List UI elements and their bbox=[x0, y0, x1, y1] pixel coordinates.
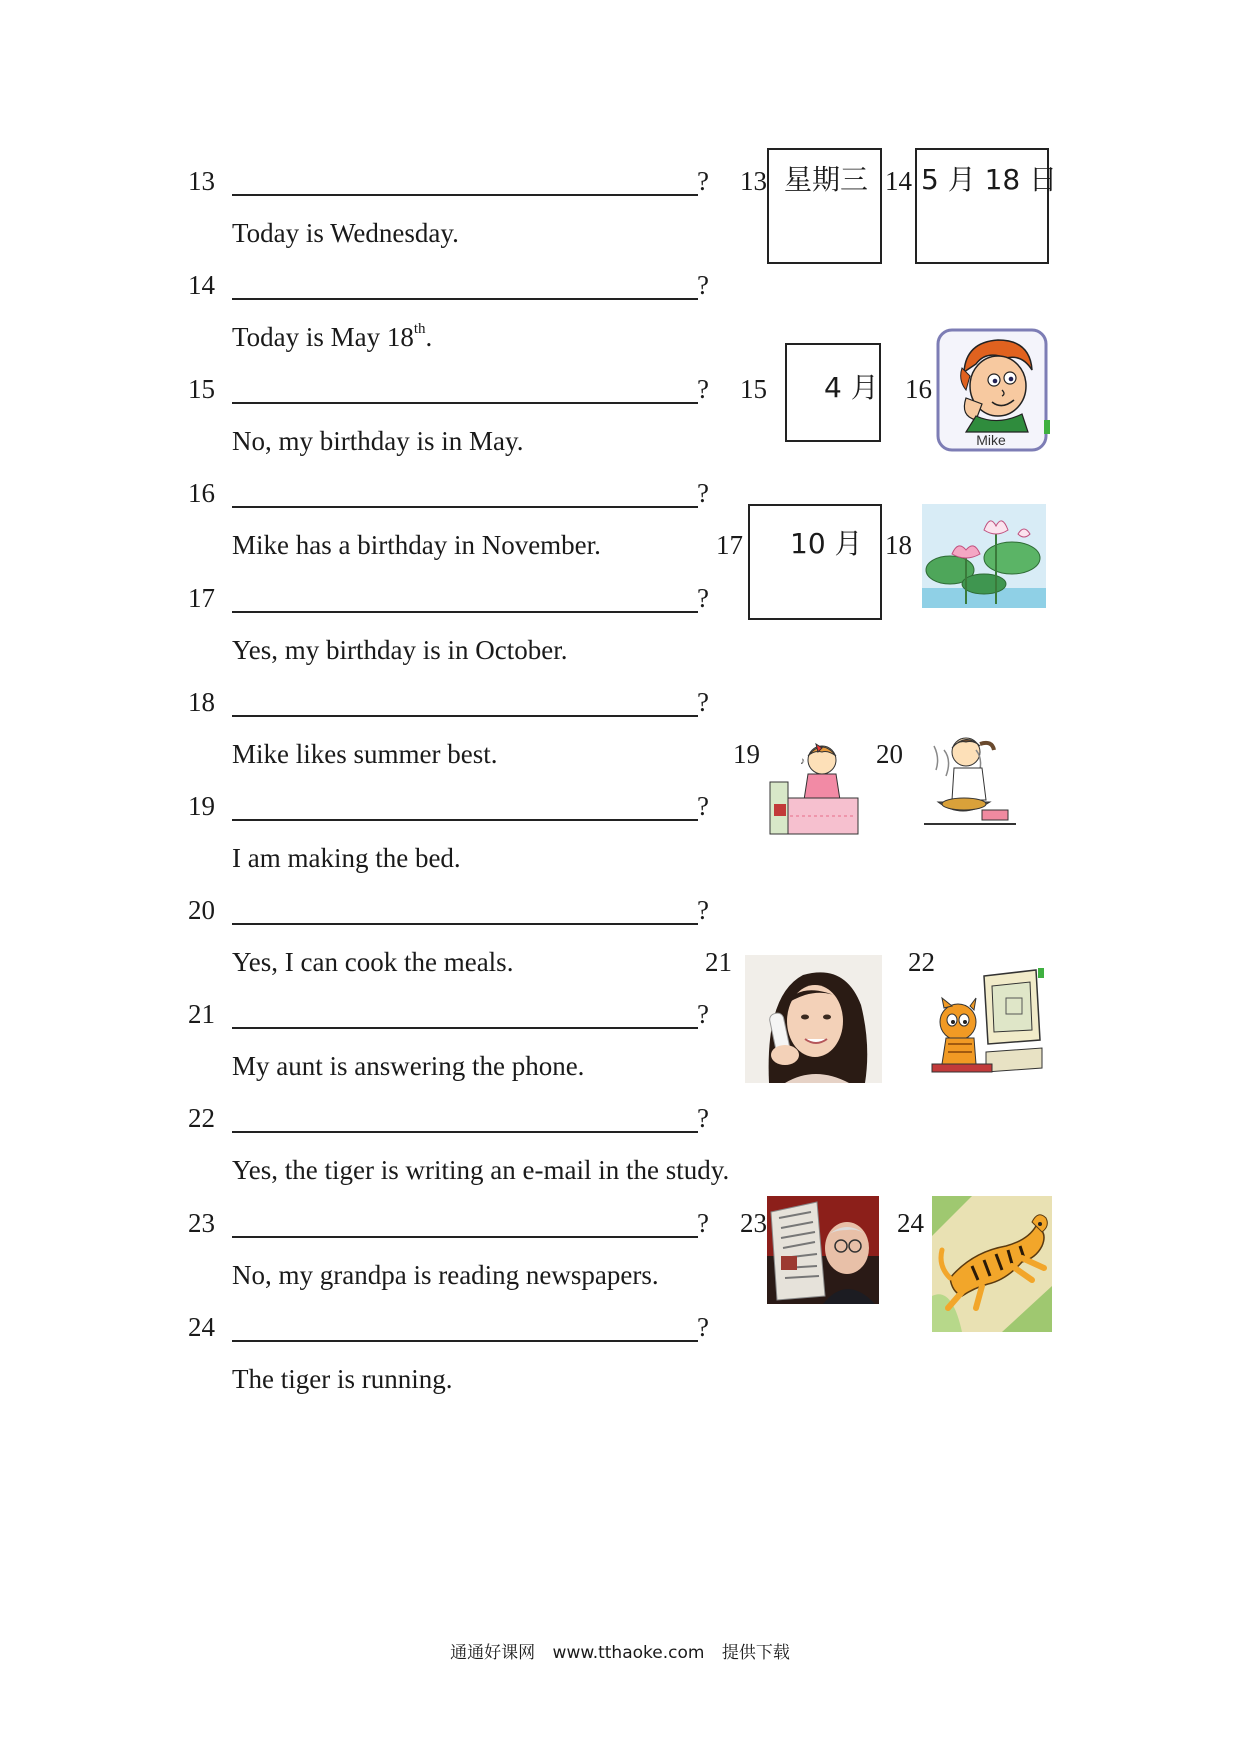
cooking-icon bbox=[916, 730, 1022, 842]
weekday-text: 星期三 bbox=[784, 163, 869, 196]
question-number: 15 bbox=[188, 374, 215, 404]
mike-label: Mike bbox=[976, 432, 1006, 448]
question-mark: ? bbox=[697, 166, 709, 196]
answer-blank-19[interactable] bbox=[232, 819, 698, 821]
footer-site-name: 通通好课网 bbox=[450, 1643, 536, 1663]
picture-number-18: 18 bbox=[885, 530, 912, 560]
footer bbox=[0, 1638, 1240, 1663]
woman-phone-photo bbox=[745, 955, 882, 1083]
answer-blank-14[interactable] bbox=[232, 298, 698, 300]
answer-blank-21[interactable] bbox=[232, 1027, 698, 1029]
question-mark: ? bbox=[697, 1103, 709, 1133]
question-mark: ? bbox=[697, 791, 709, 821]
footer-url[interactable]: www.tthaoke.com bbox=[552, 1643, 705, 1663]
answer-text-13: Today is Wednesday. bbox=[232, 218, 459, 248]
picture-number-20: 20 bbox=[876, 739, 903, 769]
answer-blank-13[interactable] bbox=[232, 194, 698, 196]
answer-text-18: Mike likes summer best. bbox=[232, 739, 498, 769]
answer-text-15: No, my birthday is in May. bbox=[232, 426, 524, 456]
answer-blank-16[interactable] bbox=[232, 506, 698, 508]
woman-answering-phone-icon bbox=[745, 955, 882, 1083]
question-number: 23 bbox=[188, 1208, 215, 1238]
picture-number-22: 22 bbox=[908, 947, 935, 977]
cat-computer-picture bbox=[930, 968, 1044, 1074]
question-number: 19 bbox=[188, 791, 215, 821]
answer-blank-24[interactable] bbox=[232, 1340, 698, 1342]
month-text-october: 10 月 bbox=[790, 527, 863, 560]
answer-text-23: No, my grandpa is reading newspapers. bbox=[232, 1260, 659, 1290]
question-number: 21 bbox=[188, 999, 215, 1029]
answer-text-21: My aunt is answering the phone. bbox=[232, 1051, 585, 1081]
question-number: 16 bbox=[188, 478, 215, 508]
picture-number-21: 21 bbox=[705, 947, 732, 977]
answer-text-24: The tiger is running. bbox=[232, 1364, 453, 1394]
question-number: 13 bbox=[188, 166, 215, 196]
answer-blank-15[interactable] bbox=[232, 402, 698, 404]
answer-blank-17[interactable] bbox=[232, 611, 698, 613]
question-mark: ? bbox=[697, 270, 709, 300]
grandpa-newspaper-photo bbox=[767, 1196, 879, 1304]
lotus-flower-icon bbox=[922, 504, 1046, 608]
girl-making-bed-picture bbox=[764, 738, 872, 846]
question-number: 17 bbox=[188, 583, 215, 613]
calendar-box-october bbox=[748, 504, 882, 620]
svg-text:♪: ♪ bbox=[800, 756, 805, 767]
making-bed-icon bbox=[764, 738, 872, 846]
picture-number-14: 14 bbox=[885, 166, 912, 196]
question-mark: ? bbox=[697, 999, 709, 1029]
picture-number-16: 16 bbox=[905, 374, 932, 404]
picture-number-24: 24 bbox=[897, 1208, 924, 1238]
answer-text-20: Yes, I can cook the meals. bbox=[232, 947, 514, 977]
picture-number-13: 13 bbox=[740, 166, 767, 196]
question-number: 14 bbox=[188, 270, 215, 300]
question-mark: ? bbox=[697, 1208, 709, 1238]
answer-blank-22[interactable] bbox=[232, 1131, 698, 1133]
answer-text-14: Today is May 18th. bbox=[232, 321, 433, 352]
answer-blank-20[interactable] bbox=[232, 923, 698, 925]
month-text-april: 4 月 bbox=[824, 371, 879, 404]
question-number: 18 bbox=[188, 687, 215, 717]
question-mark: ? bbox=[697, 478, 709, 508]
footer-suffix: 提供下载 bbox=[721, 1643, 790, 1663]
answer-text-19: I am making the bed. bbox=[232, 843, 461, 873]
question-mark: ? bbox=[697, 374, 709, 404]
answer-text-17: Yes, my birthday is in October. bbox=[232, 635, 568, 665]
question-number: 24 bbox=[188, 1312, 215, 1342]
question-mark: ? bbox=[697, 687, 709, 717]
tiger-icon bbox=[932, 1196, 1052, 1332]
picture-number-15: 15 bbox=[740, 374, 767, 404]
question-mark: ? bbox=[697, 583, 709, 613]
picture-number-19: 19 bbox=[733, 739, 760, 769]
answer-text-22: Yes, the tiger is writing an e-mail in the study. bbox=[232, 1155, 730, 1185]
question-number: 22 bbox=[188, 1103, 215, 1133]
question-mark: ? bbox=[697, 1312, 709, 1342]
mike-portrait-picture bbox=[936, 328, 1050, 453]
computer-icon bbox=[930, 968, 1044, 1074]
date-text: 5 月 18 日 bbox=[921, 163, 1058, 196]
question-number: 20 bbox=[188, 895, 215, 925]
picture-number-23: 23 bbox=[740, 1208, 767, 1238]
newspaper-icon bbox=[767, 1196, 879, 1304]
girl-cooking-picture bbox=[916, 730, 1022, 842]
running-tiger-picture bbox=[932, 1196, 1052, 1332]
lotus-summer-picture bbox=[922, 504, 1046, 608]
answer-blank-23[interactable] bbox=[232, 1236, 698, 1238]
answer-blank-18[interactable] bbox=[232, 715, 698, 717]
answer-text-16: Mike has a birthday in November. bbox=[232, 530, 601, 560]
question-mark: ? bbox=[697, 895, 709, 925]
picture-number-17: 17 bbox=[716, 530, 743, 560]
